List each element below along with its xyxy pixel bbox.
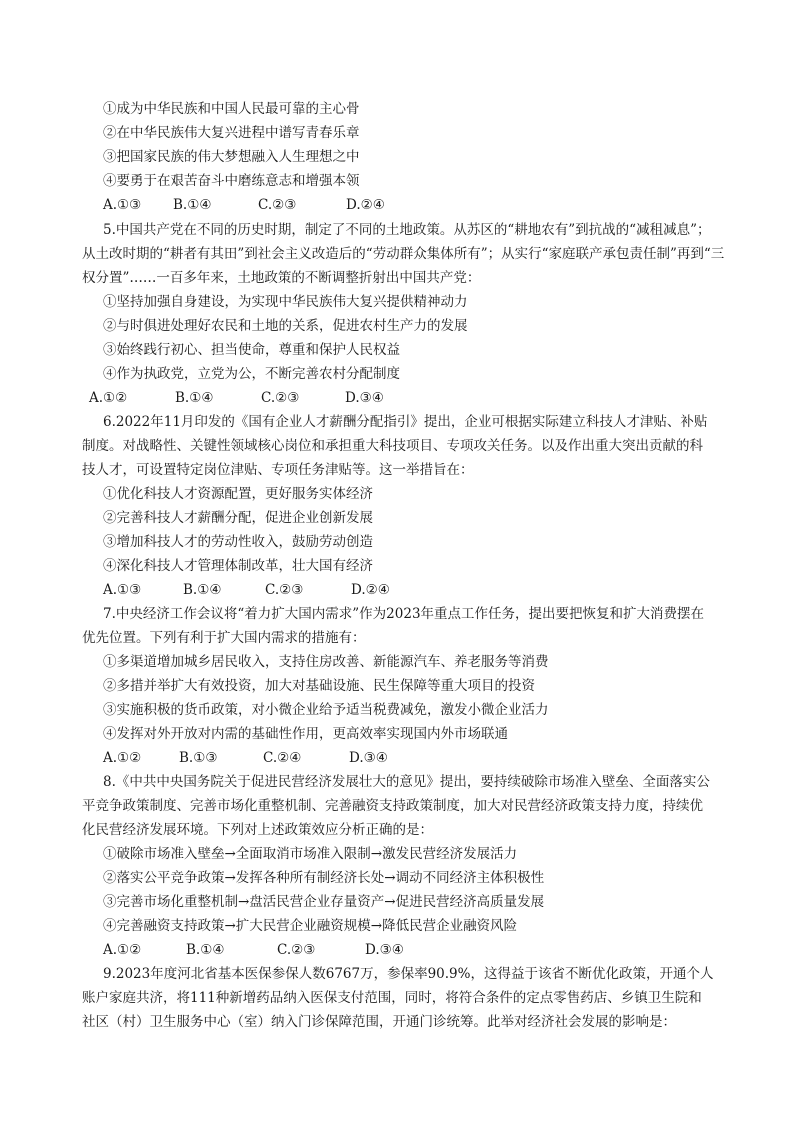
q6-stem-1: 6.2022年11月印发的《国有企业人才薪酬分配指引》提出，企业可根据实际建立科技人才津贴、补贴 xyxy=(103,414,708,430)
answer-c: C.②③ xyxy=(277,942,316,958)
q7-answers xyxy=(103,749,388,767)
q8-stem-3: 化民营经济发展环境。下列对上述政策效应分析正确的是： xyxy=(82,822,433,838)
q4-option-4: ④要勇于在艰苦奋斗中磨练意志和增强本领 xyxy=(103,173,360,189)
answer-a: A.①② xyxy=(103,750,142,766)
answer-a: A.①③ xyxy=(103,582,142,598)
answer-d: D.②④ xyxy=(346,197,385,213)
q6-option-1: ①优化科技人才资源配置，更好服务实体经济 xyxy=(103,486,373,502)
answer-c: C.②③ xyxy=(265,582,304,598)
q5-option-3: ③始终践行初心、担当使命，尊重和保护人民权益 xyxy=(103,342,400,358)
q7-stem-1: 7.中央经济工作会议将“着力扩大国内需求”作为2023年重点工作任务，提出要把恢复和扩大消费摆在 xyxy=(103,606,705,622)
answer-b: B.①④ xyxy=(175,390,214,406)
answer-a: A.①③ xyxy=(103,197,142,213)
q6-option-4: ④深化科技人才管理体制改革，壮大国有经济 xyxy=(103,558,373,574)
q6-stem-3: 技人才，可设置特定岗位津贴、专项任务津贴等。这一举措旨在： xyxy=(82,462,474,478)
answer-c: C.②③ xyxy=(261,390,300,406)
q7-option-2: ②多措并举扩大有效投资，加大对基础设施、民生保障等重大项目的投资 xyxy=(103,678,535,694)
q6-option-3: ③增加科技人才的劳动性收入，鼓励劳动创造 xyxy=(103,534,373,550)
q9-stem-3: 社区（村）卫生服务中心（室）纳入门诊保障范围，开通门诊统筹。此举对经济社会发展的影响是： xyxy=(82,1014,676,1030)
answer-d: D.③④ xyxy=(365,942,404,958)
q4-option-2: ②在中华民族伟大复兴进程中谱写青春乐章 xyxy=(103,125,360,141)
answer-c: C.②③ xyxy=(258,197,297,213)
q5-stem-2: 从土改时期的“耕者有其田”到社会主义改造后的“劳动群众集体所有”；从实行“家庭联产承包责任制”再到“三 xyxy=(82,246,725,262)
q4-option-1: ①成为中华民族和中国人民最可靠的主心骨 xyxy=(103,101,360,117)
answer-c: C.②④ xyxy=(263,750,302,766)
q5-option-1: ①坚持加强自身建设，为实现中华民族伟大复兴提供精神动力 xyxy=(103,294,468,310)
answer-b: B.①③ xyxy=(179,750,218,766)
q9-stem-1: 9.2023年度河北省基本医保参保人数6767万，参保率90.9%，这得益于该省不断优化政策，开通个人 xyxy=(103,966,714,982)
q5-option-2: ②与时俱进处理好农民和土地的关系，促进农村生产力的发展 xyxy=(103,318,468,334)
q7-stem-2: 优先位置。下列有利于扩大国内需求的措施有： xyxy=(82,630,366,646)
answer-a: A.①② xyxy=(103,942,142,958)
q4-option-3: ③把国家民族的伟大梦想融入人生理想之中 xyxy=(103,149,360,165)
answer-d: D.②④ xyxy=(351,582,390,598)
q8-option-4: ④完善融资支持政策→扩大民营企业融资规模→降低民营企业融资风险 xyxy=(103,918,518,934)
q5-stem-1: 5.中国共产党在不同的历史时期，制定了不同的土地政策。从苏区的“耕地农有”到抗战的“减租减息”； xyxy=(103,222,711,238)
answer-d: D.③④ xyxy=(345,390,384,406)
q7-option-1: ①多渠道增加城乡居民收入，支持住房改善、新能源汽车、养老服务等消费 xyxy=(103,654,549,670)
q5-answers xyxy=(89,389,384,407)
q6-stem-2: 制度。对战略性、关键性领域核心岗位和承担重大科技项目、专项攻关任务。以及作出重大突出贡献的科 xyxy=(82,438,703,454)
q8-answers xyxy=(103,941,404,959)
q7-option-4: ④发挥对外开放对内需的基础性作用，更高效率实现国内外市场联通 xyxy=(103,726,508,742)
q5-stem-3: 权分置”……一百多年来，土地政策的不断调整折射出中国共产党： xyxy=(82,270,481,286)
answer-a: A.①② xyxy=(89,390,128,406)
answer-b: B.①④ xyxy=(186,942,225,958)
q8-option-1: ①破除市场准入壁垒→全面取消市场准入限制→激发民营经济发展活力 xyxy=(103,846,518,862)
q4-answers xyxy=(103,196,385,214)
q8-option-3: ③完善市场化重整机制→盘活民营企业存量资产→促进民营经济高质量发展 xyxy=(103,894,545,910)
answer-b: B.①④ xyxy=(183,582,222,598)
q8-option-2: ②落实公平竞争政策→发挥各种所有制经济长处→调动不同经济主体积极性 xyxy=(103,870,545,886)
q7-option-3: ③实施积极的货币政策，对小微企业给予适当税费减免，激发小微企业活力 xyxy=(103,702,549,718)
answer-b: B.①④ xyxy=(173,197,212,213)
q8-stem-1: 8.《中共中央国务院关于促进民营经济发展壮大的意见》提出，要持续破除市场准入壁垒、全面落实公 xyxy=(103,774,710,790)
q5-option-4: ④作为执政党，立党为公，不断完善农村分配制度 xyxy=(103,366,400,382)
q6-answers xyxy=(103,581,390,599)
q8-stem-2: 平竞争政策制度、完善市场化重整机制、完善融资支持政策制度，加大对民营经济政策支持力度，持续优 xyxy=(82,798,703,814)
q6-option-2: ②完善科技人才薪酬分配，促进企业创新发展 xyxy=(103,510,373,526)
q9-stem-2: 账户家庭共济，将111种新增药品纳入医保支付范围，同时，将符合条件的定点零售药店、乡镇卫生院和 xyxy=(82,990,702,1006)
answer-d: D.③④ xyxy=(349,750,388,766)
